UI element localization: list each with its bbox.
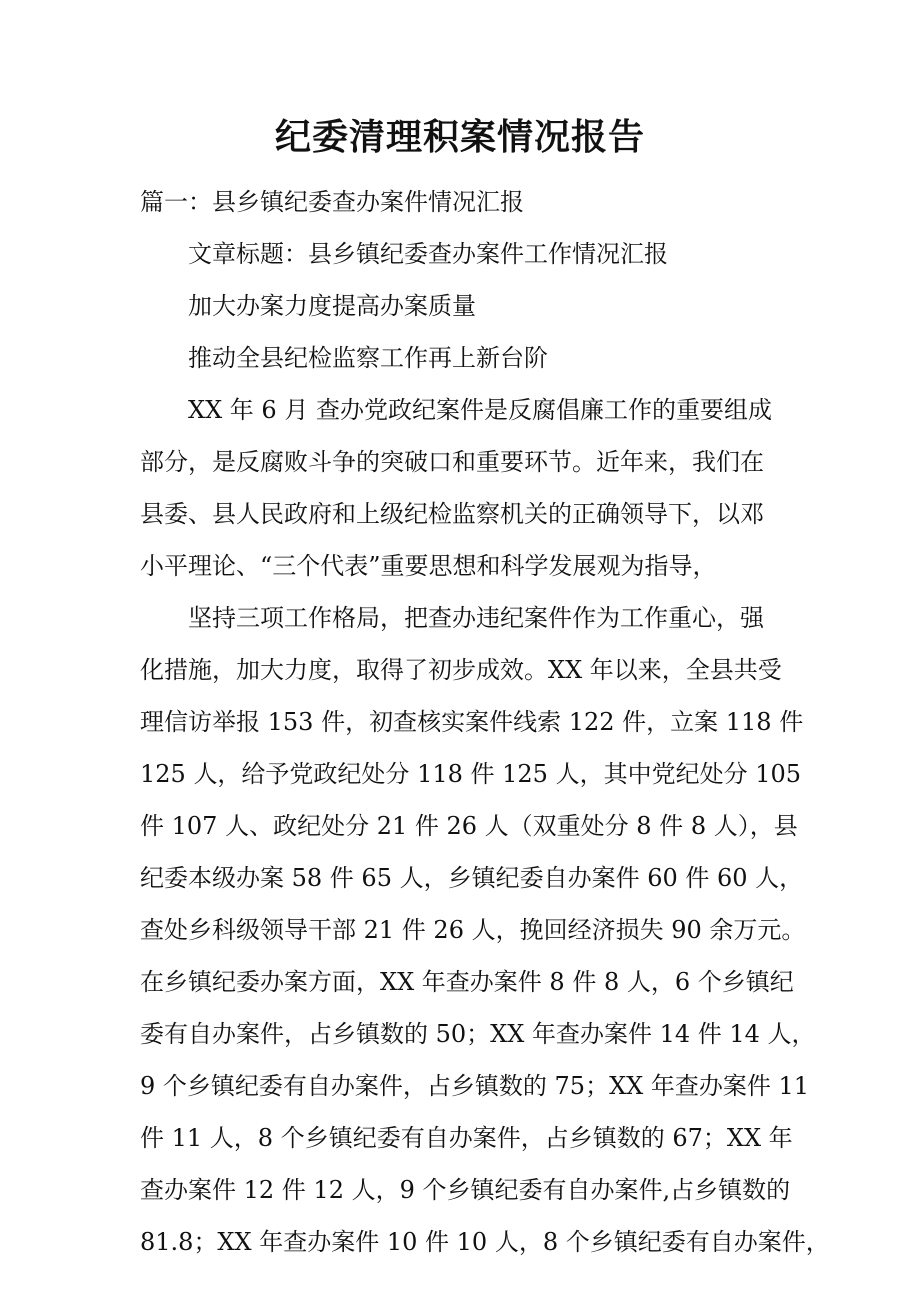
document-title: 纪委清理积案情况报告: [274, 116, 645, 158]
body-line: 件 11 人，8 个乡镇纪委有自办案件，占乡镇数的 67；XX 年: [140, 1124, 793, 1152]
body-line: 篇一：县乡镇纪委查办案件情况汇报: [140, 188, 524, 216]
body-line: 加大办案力度提高办案质量: [188, 292, 476, 320]
body-line: 在乡镇纪委办案方面，XX 年查办案件 8 件 8 人，6 个乡镇纪: [140, 968, 794, 996]
body-line: 9 个乡镇纪委有自办案件，占乡镇数的 75；XX 年查办案件 11: [140, 1072, 810, 1100]
body-line: 县委、县人民政府和上级纪检监察机关的正确领导下，以邓: [140, 500, 764, 528]
body-line: XX 年 6 月 查办党政纪案件是反腐倡廉工作的重要组成: [188, 396, 772, 424]
body-line: 部分，是反腐败斗争的突破口和重要环节。近年来，我们在: [140, 448, 764, 476]
body-line: 81.8；XX 年查办案件 10 件 10 人，8 个乡镇纪委有自办案件，: [140, 1228, 830, 1256]
body-line: 小平理论、“三个代表”重要思想和科学发展观为指导，: [140, 552, 717, 580]
body-line: 件 107 人、政纪处分 21 件 26 人（双重处分 8 件 8 人），县: [140, 812, 798, 840]
body-line: 125 人，给予党政纪处分 118 件 125 人，其中党纪处分 105: [140, 760, 802, 788]
body-line: 委有自办案件，占乡镇数的 50；XX 年查办案件 14 件 14 人，: [140, 1020, 816, 1048]
body-line: 查处乡科级领导干部 21 件 26 人，挽回经济损失 90 余万元。: [140, 916, 806, 944]
body-line: 推动全县纪检监察工作再上新台阶: [188, 344, 548, 372]
body-line: 查办案件 12 件 12 人，9 个乡镇纪委有自办案件,占乡镇数的: [140, 1176, 791, 1204]
body-line: 纪委本级办案 58 件 65 人，乡镇纪委自办案件 60 件 60 人，: [140, 864, 804, 892]
body-line: 理信访举报 153 件，初查核实案件线索 122 件，立案 118 件: [140, 708, 804, 736]
document-body: [140, 176, 830, 1268]
body-line: 坚持三项工作格局，把查办违纪案件作为工作重心，强: [188, 604, 764, 632]
body-line: 化措施，加大力度，取得了初步成效。XX 年以来，全县共受: [140, 656, 782, 684]
body-line: 文章标题：县乡镇纪委查办案件工作情况汇报: [188, 240, 668, 268]
